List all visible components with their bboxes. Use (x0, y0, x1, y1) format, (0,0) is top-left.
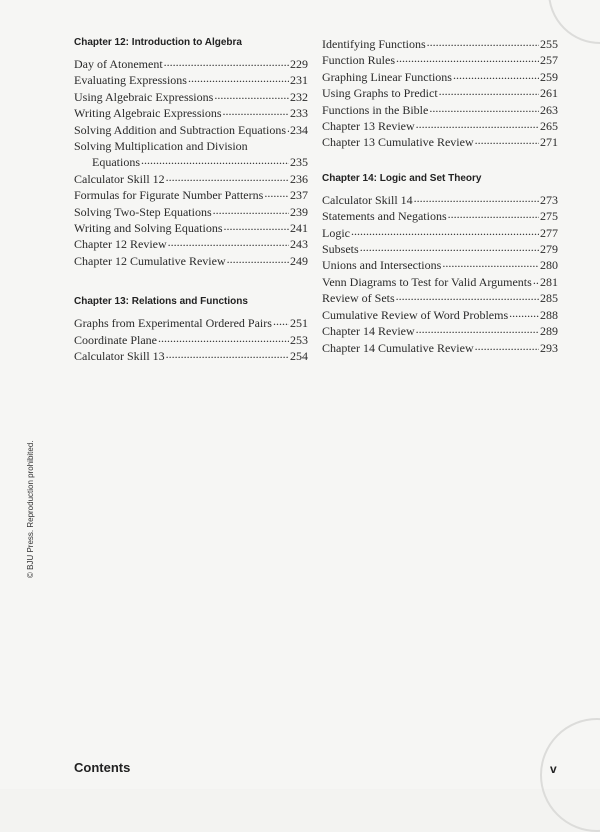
toc-entry-page: 280 (540, 258, 558, 273)
dot-leader (533, 274, 539, 286)
toc-entry (322, 36, 558, 52)
toc-entry-page: 239 (290, 204, 308, 219)
dot-leader (453, 69, 539, 81)
toc-entry (322, 340, 558, 356)
dot-leader (427, 36, 539, 48)
toc-entry-title: Solving Addition and Subtraction Equations (74, 122, 286, 137)
toc-entry-title: Calculator Skill 12 (74, 171, 165, 186)
toc-entry (322, 290, 558, 306)
toc-entry-title: Coordinate Plane (74, 332, 157, 347)
toc-entry-page: 275 (540, 209, 558, 224)
toc-entry-title: Graphing Linear Functions (322, 69, 452, 84)
dot-leader (164, 56, 289, 68)
dot-leader (416, 323, 539, 335)
toc-entry (322, 118, 558, 134)
copyright-notice: © BJU Press. Reproduction prohibited. (26, 440, 35, 578)
toc-entry (74, 89, 308, 105)
dot-leader (214, 89, 289, 101)
toc-entry-title: Chapter 14 Cumulative Review (322, 340, 474, 355)
toc-entry-title: Evaluating Expressions (74, 73, 187, 88)
toc-entry-page: 243 (290, 237, 308, 252)
chapter-13-heading: Chapter 13: Relations and Functions (74, 296, 248, 308)
toc-entry (74, 332, 308, 348)
chapter-14-entries (322, 192, 558, 356)
toc-entry (322, 323, 558, 339)
toc-entry (74, 236, 308, 252)
toc-entry-page: 251 (290, 316, 308, 331)
dot-leader (448, 208, 539, 220)
toc-entry-title: Day of Atonement (74, 57, 163, 71)
toc-entry-title: Function Rules (322, 53, 396, 68)
toc-entry-page: 273 (540, 192, 558, 207)
toc-entry-title-cont: Equations (92, 155, 140, 170)
toc-entry-page: 235 (290, 155, 308, 170)
dot-leader (227, 253, 289, 265)
toc-entry-page: 237 (290, 188, 308, 203)
toc-entry-title: Chapter 12 Review (74, 237, 167, 252)
toc-entry-title: Writing and Solving Equations (74, 221, 223, 236)
toc-entry (74, 187, 308, 203)
toc-entry (74, 171, 308, 187)
toc-entry (322, 225, 558, 241)
toc-entry-page: 249 (290, 253, 308, 268)
dot-leader (475, 340, 539, 352)
toc-entry (322, 192, 558, 208)
toc-entry-page: 289 (540, 324, 558, 339)
toc-entry-title: Graphs from Experimental Ordered Pairs (74, 316, 272, 331)
toc-entry-page: 285 (540, 291, 558, 306)
toc-entry (322, 274, 558, 290)
dot-leader (141, 154, 289, 166)
toc-entry-title: Calculator Skill 14 (322, 192, 413, 207)
toc-entry-page: 265 (540, 119, 558, 134)
toc-entry (322, 52, 558, 68)
toc-entry-title: Functions in the Bible (322, 102, 429, 117)
toc-entry-title: Using Graphs to Predict (322, 86, 438, 101)
dot-leader (416, 118, 539, 130)
toc-entry-page: 259 (540, 69, 558, 84)
dot-leader (166, 348, 289, 360)
chapter-12-entries (74, 56, 308, 138)
toc-entry-title: Chapter 14 Review (322, 324, 415, 339)
dot-leader (166, 171, 289, 183)
toc-entry-page: 241 (290, 221, 308, 236)
dot-leader (168, 236, 289, 248)
toc-entry (74, 220, 308, 236)
toc-entry-title: Subsets (322, 242, 359, 257)
toc-right-column (322, 36, 558, 356)
chapter-14-heading: Chapter 14: Logic and Set Theory (322, 172, 482, 184)
toc-entry-title: Unions and Intersections (322, 258, 442, 273)
toc-entry (322, 134, 558, 150)
toc-entry-page: 254 (290, 349, 308, 364)
toc-entry-page: 271 (540, 135, 558, 150)
dot-leader (224, 220, 289, 232)
toc-entry-title: Review of Sets (322, 291, 395, 306)
dot-leader (475, 134, 539, 146)
toc-entry-title: Identifying Functions (322, 37, 426, 51)
dot-leader (439, 85, 539, 97)
dot-leader (396, 52, 539, 64)
toc-entry (74, 56, 308, 72)
toc-entry-title: Solving Multiplication and Division (74, 139, 248, 154)
toc-left-column (74, 36, 308, 365)
dot-leader (509, 307, 539, 319)
toc-entry (322, 208, 558, 224)
toc-entry (74, 138, 308, 171)
toc-entry-title: Chapter 13 Review (322, 119, 415, 134)
chapter-12-entries-continued (74, 171, 308, 269)
toc-entry (74, 315, 308, 331)
chapter-13-entries-continued (322, 36, 558, 151)
toc-entry-page: 288 (540, 307, 558, 322)
dot-leader (213, 204, 289, 216)
chapter-12-heading: Chapter 12: Introduction to Algebra (74, 37, 242, 48)
footer-page-number: v (550, 762, 557, 776)
dot-leader (442, 257, 539, 269)
toc-entry (322, 69, 558, 85)
dot-leader (188, 72, 289, 84)
toc-entry-page: 257 (540, 53, 558, 68)
toc-entry (322, 85, 558, 101)
dot-leader (223, 105, 290, 117)
toc-entry-title: Writing Algebraic Expressions (74, 106, 222, 121)
toc-entry (322, 241, 558, 257)
toc-entry-page: 261 (540, 86, 558, 101)
dot-leader (360, 241, 539, 253)
toc-entry-page: 253 (290, 332, 308, 347)
dot-leader (351, 225, 539, 237)
toc-entry (74, 253, 308, 269)
dot-leader (396, 290, 539, 302)
toc-entry-page: 277 (540, 225, 558, 240)
toc-entry-title: Chapter 12 Cumulative Review (74, 253, 226, 268)
toc-entry-page: 263 (540, 102, 558, 117)
toc-entry (322, 307, 558, 323)
toc-entry-title: Statements and Negations (322, 209, 447, 224)
toc-entry-page: 293 (540, 340, 558, 355)
toc-entry-title: Solving Two-Step Equations (74, 204, 212, 219)
toc-entry (74, 204, 308, 220)
toc-entry (322, 102, 558, 118)
toc-entry-page: 236 (290, 171, 308, 186)
toc-entry-title: Calculator Skill 13 (74, 349, 165, 364)
toc-entry-title: Logic (322, 225, 350, 240)
page-corner-arc-bottom (540, 718, 600, 832)
dot-leader (158, 332, 289, 344)
toc-entry-page: 229 (290, 57, 308, 71)
toc-entry-page: 234 (290, 122, 308, 137)
dot-leader (273, 315, 289, 327)
toc-entry (74, 122, 308, 138)
dot-leader (414, 192, 539, 204)
dot-leader (264, 187, 289, 199)
toc-entry-page: 279 (540, 242, 558, 257)
toc-entry (74, 105, 308, 121)
toc-entry (74, 348, 308, 364)
toc-entry-page: 232 (290, 89, 308, 104)
footer-label: Contents (74, 760, 131, 775)
toc-entry-title: Chapter 13 Cumulative Review (322, 135, 474, 150)
toc-entry-page: 281 (540, 274, 558, 289)
chapter-13-entries (74, 315, 308, 364)
dot-leader (287, 122, 289, 134)
toc-entry-title: Venn Diagrams to Test for Valid Arguments (322, 274, 532, 289)
toc-entry (74, 72, 308, 88)
toc-entry-page: 255 (540, 37, 558, 51)
toc-entry-title: Formulas for Figurate Number Patterns (74, 188, 264, 203)
toc-entry (322, 257, 558, 273)
toc-entry-page: 233 (290, 106, 308, 121)
toc-entry-title: Cumulative Review of Word Problems (322, 307, 509, 322)
toc-entry-page: 231 (290, 73, 308, 88)
toc-entry-title: Using Algebraic Expressions (74, 89, 214, 104)
dot-leader (429, 102, 539, 114)
